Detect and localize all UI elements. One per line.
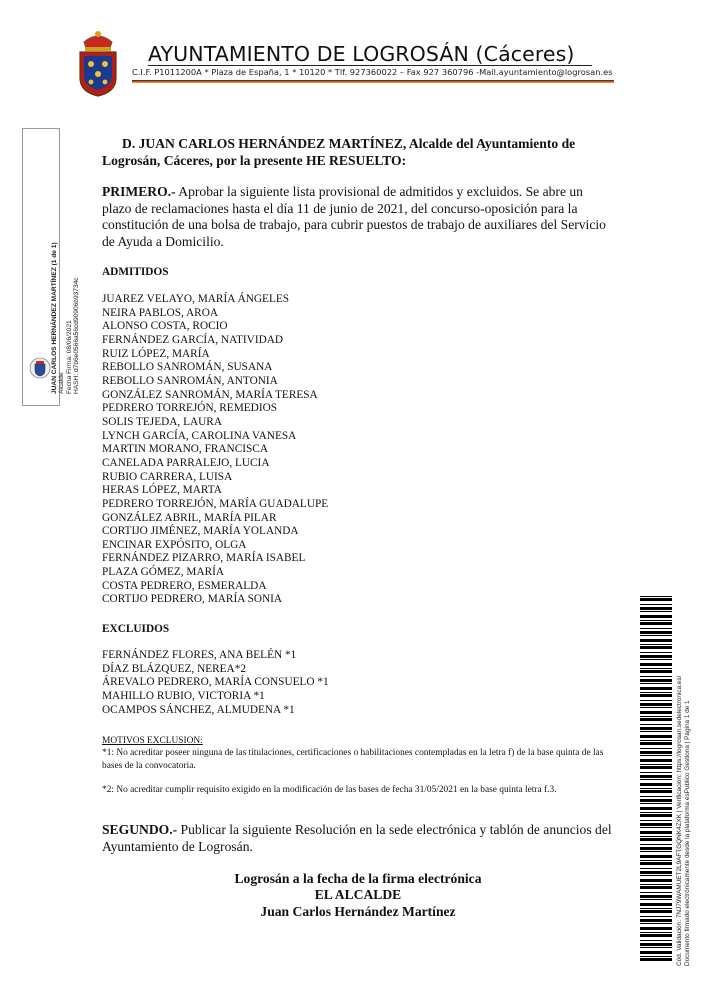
segundo-text: Publicar la siguiente Resolución en la sede electrónica y tablón de anuncios del Ayuntamiento de Logrosán. bbox=[102, 822, 612, 854]
list-item: MAHILLO RUBIO, VICTORIA *1 bbox=[102, 689, 265, 702]
coat-of-arms-icon bbox=[76, 28, 120, 98]
admitidos-list bbox=[102, 293, 328, 607]
list-item: SOLIS TEJEDA, LAURA bbox=[102, 415, 222, 428]
motivo-note-2: *2: No acreditar cumplir requisito exigido en la modificación de las bases de fecha 31/05/2021 en la base quinta letra f.3. bbox=[102, 785, 557, 795]
closing-date-line: Logrosán a la fecha de la firma electrónica bbox=[234, 871, 482, 886]
segundo-paragraph bbox=[102, 822, 614, 855]
motivos-heading-text: MOTIVOS EXCLUSION: bbox=[102, 736, 203, 746]
list-item: GONZÁLEZ SANROMÁN, MARÍA TERESA bbox=[102, 388, 318, 401]
list-item: FERNÁNDEZ GARCÍA, NATIVIDAD bbox=[102, 333, 284, 346]
verification-line-2: Documento firmado electrónicamente desde la plataforma esPublico Gestiona | Página 1 de 1 bbox=[684, 700, 692, 966]
admitidos-heading: ADMITIDOS bbox=[102, 266, 169, 278]
list-item: JUAREZ VELAYO, MARÍA ÁNGELES bbox=[102, 293, 290, 305]
signature-stamp-text bbox=[51, 154, 81, 394]
list-item: FERNÁNDEZ PIZARRO, MARÍA ISABEL bbox=[102, 552, 306, 565]
verification-text bbox=[676, 676, 692, 966]
list-item: ÁREVALO PEDRERO, MARÍA CONSUELO *1 bbox=[102, 676, 329, 689]
excluidos-list bbox=[102, 649, 329, 717]
stamp-role: Alcalde bbox=[58, 372, 66, 394]
list-item: MARTIN MORANO, FRANCISCA bbox=[102, 443, 268, 456]
stamp-name: JUAN CARLOS HERNÁNDEZ MARTÍNEZ (1 de 1) bbox=[51, 242, 58, 394]
list-item: REBOLLO SANROMÁN, ANTONIA bbox=[102, 374, 278, 387]
list-item: RUBIO CARRERA, LUISA bbox=[102, 470, 233, 483]
list-item: DÍAZ BLÁZQUEZ, NEREA*2 bbox=[102, 662, 247, 675]
primero-label: PRIMERO.- bbox=[102, 184, 176, 199]
list-item: LYNCH GARCÍA, CAROLINA VANESA bbox=[102, 429, 297, 442]
list-item: CANELADA PARRALEJO, LUCIA bbox=[102, 456, 270, 469]
list-item: NEIRA PABLOS, AROA bbox=[102, 306, 219, 319]
list-item: REBOLLO SANROMÁN, SUSANA bbox=[102, 361, 273, 374]
motivo-note-1: *1: No acreditar poseer ninguna de las titulaciones, certificaciones o habilitaciones contempladas en la letra f) de la base quinta de las bases de la convocatoria. bbox=[102, 748, 604, 771]
motivos-heading bbox=[102, 735, 610, 748]
closing-name-line: Juan Carlos Hernández Martínez bbox=[260, 904, 456, 919]
header-contact: C.I.F. P1011200A * Plaza de España, 1 * 10120 * Tlf. 927360022 – Fax 927 360796 -Mail.ayuntamiento@logrosan.es bbox=[132, 67, 613, 77]
stamp-hash: HASH: d7b6e0566a56cd90906b93734c bbox=[73, 277, 81, 394]
title-underline bbox=[148, 65, 592, 66]
barcode-icon bbox=[640, 596, 672, 964]
seal-icon bbox=[29, 357, 51, 379]
list-item: FERNÁNDEZ FLORES, ANA BELÉN *1 bbox=[102, 649, 297, 661]
list-item: HERAS LÓPEZ, MARTA bbox=[102, 484, 222, 497]
signature-stamp bbox=[22, 128, 81, 406]
list-item: RUIZ LÓPEZ, MARÍA bbox=[102, 347, 210, 360]
header-color-bar bbox=[132, 80, 614, 83]
list-item: PEDRERO TORREJÓN, REMEDIOS bbox=[102, 402, 278, 415]
list-item: GONZÁLEZ ABRIL, MARÍA PILAR bbox=[102, 511, 277, 524]
primero-paragraph bbox=[102, 184, 614, 250]
segundo-label: SEGUNDO.- bbox=[102, 822, 178, 837]
list-item: PEDRERO TORREJÓN, MARÍA GUADALUPE bbox=[102, 497, 329, 510]
list-item: COSTA PEDRERO, ESMERALDA bbox=[102, 579, 267, 592]
list-item: OCAMPOS SÁNCHEZ, ALMUDENA *1 bbox=[102, 703, 295, 716]
list-item: ENCINAR EXPÓSITO, OLGA bbox=[102, 538, 247, 551]
list-item: PLAZA GÓMEZ, MARÍA bbox=[102, 566, 225, 579]
list-item: CORTIJO PEDRERO, MARÍA SONIA bbox=[102, 593, 283, 606]
excluidos-heading: EXCLUIDOS bbox=[102, 623, 170, 635]
list-item: ALONSO COSTA, ROCIO bbox=[102, 320, 228, 333]
list-item: CORTIJO JIMÉNEZ, MARÍA YOLANDA bbox=[102, 525, 299, 538]
closing-role-line: EL ALCALDE bbox=[314, 887, 402, 902]
page-title: AYUNTAMIENTO DE LOGROSÁN (Cáceres) bbox=[148, 42, 575, 66]
primero-text: Aprobar la siguiente lista provisional de admitidos y excluidos. Se abre un plazo de reclamaciones hasta el día 11 de junio de 2021, del concurso-oposición para la constitución de una bolsa de trabajo, para cubrir puestos de trabajo de auxiliares del Servicio de Ayuda a Domicilio. bbox=[102, 184, 606, 249]
stamp-date: Fecha Firma: 08/06/2021 bbox=[65, 320, 73, 394]
intro-paragraph: D. JUAN CARLOS HERNÁNDEZ MARTÍNEZ, Alcalde del Ayuntamiento de Logrosán, Cáceres, por la presente HE RESUELTO: bbox=[102, 136, 576, 168]
verification-line-1: Cód. Validación: 7NJ79WAMUET2L9AFTGQNK4ZXK | Verificación: https://logrosan.sedelectronica.es/ bbox=[676, 675, 683, 966]
